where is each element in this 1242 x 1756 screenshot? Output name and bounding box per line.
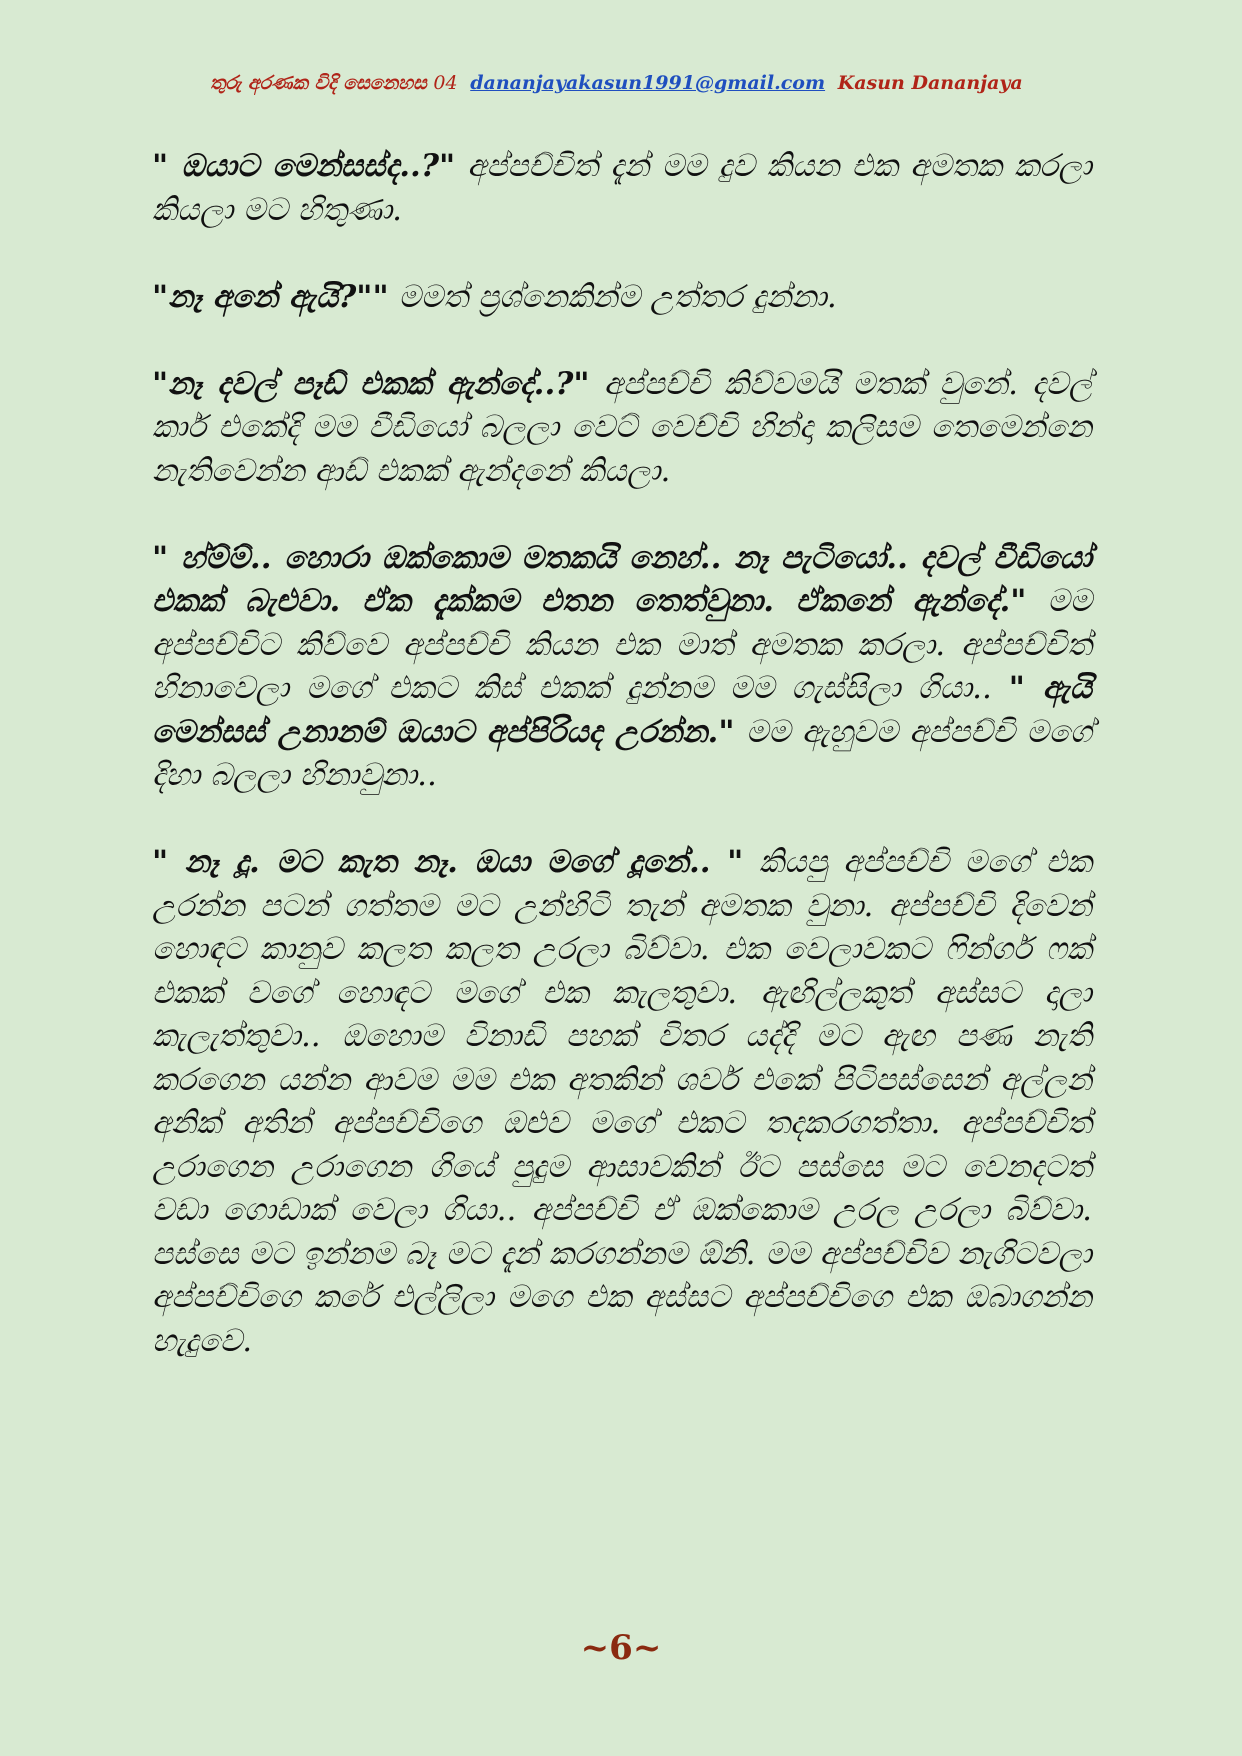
paragraph [152,145,1092,232]
paragraph [152,841,1092,1363]
part-number: 04 [433,72,458,94]
series-title: තුරු අරණක විදි සෙනෙහස [210,72,427,94]
paragraph [152,537,1092,798]
dialogue-text: " නෑ දූ. මට කැත නෑ. ඔයා මගේ දූනේ.. " [152,844,744,880]
narration-text: මම අප්පච්චිට කිව්වෙ අප්පච්චි කියන එක මාත් අමතක කරලා. අප්පච්චිත් හිනාවෙලා මගේ එකට කිස් එකක් දුන්නම මම ගැස්සිලා ගියා.. [152,583,1093,706]
narration-text: කියපු අප්පච්චි මගේ එක උරන්න පටන් ගත්තම මට උන්හිටි තැන් අමතක වුනා. අප්පච්චි දිවෙන් හොඳට කානුව කලත කලත උරලා බිව්වා. එක වෙලාවකට ෆින්ගර් ෆක් එකක් වගේ හොඳට මගේ එක කැලතුවා. ඇඟිල්ලකුත් අස්සට දාලා කැලැත්තුවා.. ඔහොම විනාඩි පහක් විතර යද්දි මට ඇඟ පණ නැති කරගෙන යන්න ආවම මම එක අතකින් ශවර් එකේ පිටිපස්සෙන් අල්ලන් අනික් අතින් අප්පච්චිගෙ ඔළුව මගේ එකට තදකරගත්තා. අප්පච්චිත් උරාගෙන උරාගෙන ගියේ පුදුම ආසාවකින් ඊට පස්සෙ මට වෙනදටත් වඩා ගොඩාක් වෙලා ගියා.. අප්පච්චි ඒ ඔක්කොම උරල උරලා බිව්වා. පස්සෙ මට ඉන්නම බෑ මට දැන් කරගන්නම ඕනි. මම අප්පච්චිව නැගිටවලා අප්පච්චිගෙ කරේ එල්ලිලා මගෙ එක අස්සට අප්පච්චිගෙ එක ඔබාගන්න හැදුවෙ. [152,844,1092,1359]
paragraph [152,276,1092,320]
page-header [210,72,1090,94]
narration-text: මම ඇහුවම අප්පච්චි මගේ දිහා බලලා හිනාවුනා.. [152,713,1092,793]
narration-text: අප්පච්චි කිව්වමයි මතක් වුනේ. දවල් කාර් එකේදි මම වීඩියෝ බලලා වෙට් වෙච්චි හින්දා කලිසම තෙමෙන්නෙ නැතිවෙන්න ආඩ් එකක් ඇන්දනේ කියලා. [152,365,1093,489]
author-name: Kasun Dananjaya [837,72,1023,94]
author-email-link[interactable]: dananjayakasun1991@gmail.com [470,72,826,94]
paragraph [152,363,1092,494]
dialogue-text: " ඇයි මෙන්සස් උනානම් ඔයාට අප්පිරියද උරන්න." [152,670,1092,750]
dialogue-text: " ඔයාට මෙන්සස්ද..?" [152,148,456,184]
dialogue-text: "නෑ දවල් පෑඩ් එකක් ඇන්දේ..?" [152,365,590,402]
dialogue-text: " හ්ම්ම්.. හොරා ඔක්කොම මතකයි නෙහ්.. නෑ පැටියෝ.. දවල් වීඩියෝ එකක් බැළුවා. ඒක දැක්කම එතන තෙත්වුනා. ඒකනේ ඇන්දේ." [152,539,1092,619]
story-body [152,145,1092,1407]
narration-text: මමත් ප්‍රශ්නෙකින්ම උත්තර දුන්නා. [388,278,837,315]
narration-text: අප්පච්චිත් දැන් මම දුව කියන එක අමතක කරලා කියලා මට හිතුණා. [152,148,1092,228]
dialogue-text: "නෑ අනේ ඇයි?"" [152,278,389,315]
page-number: ~6~ [580,1628,662,1668]
